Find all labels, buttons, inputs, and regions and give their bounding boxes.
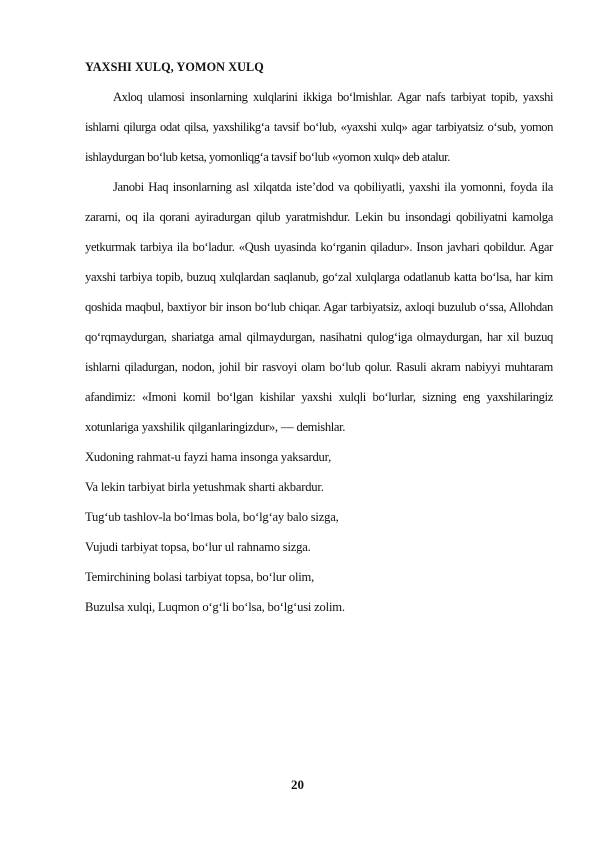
- paragraph-1: Axloq ulamosi insonlarning xulqlarini ikkiga bo‘lmishlar. Agar nafs tarbiyat topib, yaxshi ishlarni qilurga odat qilsa, yaxshilikg‘a tavsif bo‘lub, «yaxshi xulq» agar tarbiyatsiz o‘sub, yomon ishlaydurgan bo‘lub ketsa, yomonliqg‘a tavsif bo‘lub «yomon xulq» deb atalur.: [85, 90, 553, 164]
- paragraph-2: Janobi Haq insonlarning asl xilqatda iste’dod va qobiliyatli, yaxshi ila yomonni, foyda ila zararni, oq ila qorani ayiradurgan qilub yaratmishdur. Lekin bu insondagi qobiliyatni kamolga yetkurmak tarbiya ila bo‘ladur. «Qush uyasinda ko‘rganin qiladur». Inson javhari qobildur. Agar yaxshi tarbiya topib, buzuq xulqlardan saqlanub, go‘zal xulqlarga odatlanub katta bo‘lsa, har kim qoshida maqbul, baxtiyor bir inson bo‘lub chiqar. Agar tarbiyatsiz, axloqi buzulub o‘ssa, Allohdan qo‘rqmaydurgan, shariatga amal qilmaydurgan, nasihatni qulog‘iga olmaydurgan, har xil buzuq ishlarni qiladurgan, nodon, johil bir rasvoyi olam bo‘lub qolur. Rasuli akram nabiyyi muhtaram afandimiz: «Imoni komil bo‘lgan kishilar yaxshi xulqli bo‘lurlar, sizning eng yaxshilaringiz xotunlariga yaxshilik qilganlaringizdur», — demishlar.: [85, 180, 553, 434]
- verse-line-4: Vujudi tarbiyat topsa, bo‘lur ul rahnamo sizga.: [85, 540, 311, 554]
- section-title: YAXSHI XULQ, YOMON XULQ: [85, 60, 264, 74]
- verse-block: [85, 442, 553, 622]
- document-body: [85, 52, 553, 622]
- verse-line-1: Xudoning rahmat-u fayzi hama insonga yaksardur,: [85, 450, 332, 464]
- verse-line-6: Buzulsa xulqi, Luqmon o‘g‘li bo‘lsa, bo‘lg‘usi zolim.: [85, 600, 345, 614]
- verse-line-5: Temirchining bolasi tarbiyat topsa, bo‘lur olim,: [85, 570, 315, 584]
- page-number: 20: [291, 777, 304, 792]
- verse-line-2: Va lekin tarbiyat birla yetushmak sharti akbardur.: [85, 480, 324, 494]
- verse-line-3: Tug‘ub tashlov-la bo‘lmas bola, bo‘lg‘ay balo sizga,: [85, 510, 339, 524]
